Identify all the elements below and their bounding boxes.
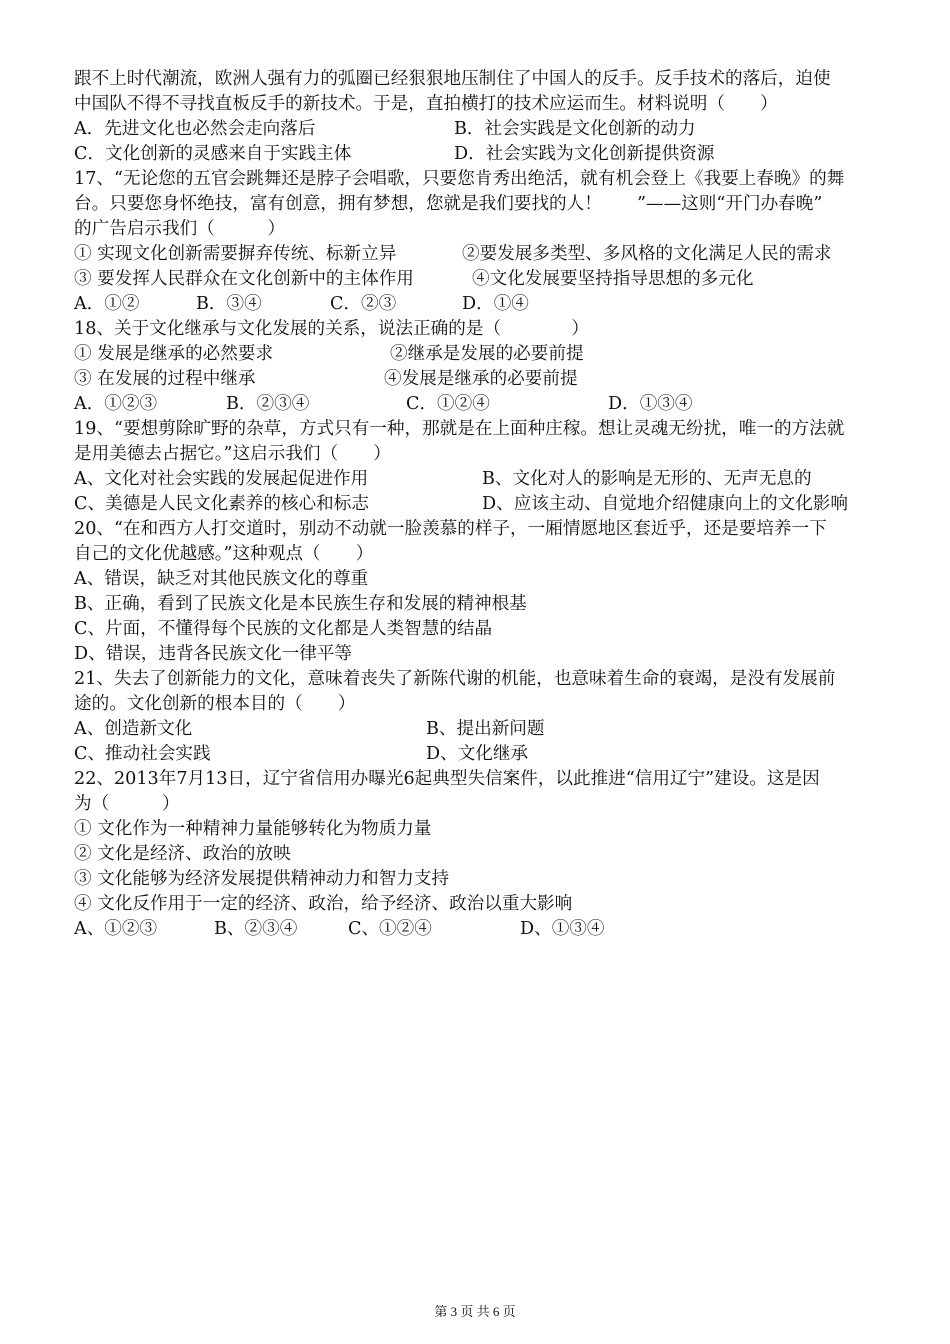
q22-stem-line: 为（ ） — [74, 794, 180, 814]
q19-option-b: B、文化对人的影响是无形的、无声无息的 — [482, 469, 812, 489]
q22-item-2: ② 文化是经济、政治的放映 — [74, 844, 291, 864]
q18-option-a: A．①②③ — [74, 394, 158, 414]
q16-text-line: 中国队不得不寻找直板反手的新技术。于是，直拍横打的技术应运而生。材料说明（ ） — [74, 94, 778, 114]
q21-stem-line: 途的。文化创新的根本目的（ ） — [74, 694, 356, 714]
q21-option-c: C、推动社会实践 — [74, 744, 211, 764]
q17-stem-line: 17、“无论您的五官会跳舞还是脖子会唱歌，只要您肯秀出绝活，就有机会登上《我要上春晚》的舞 — [74, 169, 845, 189]
q17-item-4: ④文化发展要坚持指导思想的多元化 — [472, 269, 754, 289]
q18-stem: 18、关于文化继承与文化发展的关系，说法正确的是（ ） — [74, 319, 590, 339]
q17-option-a: A．①② — [74, 294, 140, 314]
q16-option-c: C．文化创新的灵感来自于实践主体 — [74, 144, 352, 164]
q17-option-d: D．①④ — [462, 294, 529, 314]
q17-option-b: B．③④ — [196, 294, 262, 314]
q16-option-a: A．先进文化也必然会走向落后 — [74, 119, 316, 139]
q21-option-a: A、创造新文化 — [74, 719, 193, 739]
q18-item-3: ③ 在发展的过程中继承 — [74, 369, 256, 389]
q22-option-b: B、②③④ — [214, 919, 298, 939]
page-number-footer: 第 3 页 共 6 页 — [434, 1304, 516, 1319]
q17-stem-line: 的广告启示我们（ ） — [74, 219, 286, 239]
q22-item-3: ③ 文化能够为经济发展提供精神动力和智力支持 — [74, 869, 450, 889]
q17-item-1: ① 实现文化创新需要摒弃传统、标新立异 — [74, 244, 397, 264]
q18-item-4: ④发展是继承的必要前提 — [384, 369, 578, 389]
q20-option-a: A、错误，缺乏对其他民族文化的尊重 — [74, 569, 369, 589]
q20-option-d: D、错误，违背各民族文化一律平等 — [74, 644, 353, 664]
q17-stem-line: 台。只要您身怀绝技，富有创意，拥有梦想，您就是我们要找的人！ ”——这则“开门办春晚” — [74, 194, 823, 214]
q21-stem-line: 21、失去了创新能力的文化，意味着丧失了新陈代谢的机能，也意味着生命的衰竭，是没有发展前 — [74, 669, 836, 689]
q18-option-b: B．②③④ — [226, 394, 310, 414]
q17-item-2: ②要发展多类型、多风格的文化满足人民的需求 — [462, 244, 832, 264]
q16-option-d: D．社会实践为文化创新提供资源 — [454, 144, 715, 164]
q19-option-a: A、文化对社会实践的发展起促进作用 — [74, 469, 369, 489]
q20-option-b: B、正确，看到了民族文化是本民族生存和发展的精神根基 — [74, 594, 527, 614]
q19-stem-line: 是用美德去占据它。”这启示我们（ ） — [74, 444, 391, 464]
q22-item-4: ④ 文化反作用于一定的经济、政治，给予经济、政治以重大影响 — [74, 894, 573, 914]
q22-option-a: A、①②③ — [74, 919, 158, 939]
q21-option-b: B、提出新问题 — [426, 719, 545, 739]
q17-item-3: ③ 要发挥人民群众在文化创新中的主体作用 — [74, 269, 414, 289]
q22-option-c: C、①②④ — [348, 919, 432, 939]
q18-option-c: C．①②④ — [406, 394, 490, 414]
q18-item-1: ① 发展是继承的必然要求 — [74, 344, 274, 364]
q16-option-b: B．社会实践是文化创新的动力 — [454, 119, 696, 139]
q18-option-d: D．①③④ — [608, 394, 693, 414]
q22-option-d: D、①③④ — [520, 919, 605, 939]
q17-option-c: C．②③ — [330, 294, 397, 314]
q18-item-2: ②继承是发展的必要前提 — [390, 344, 584, 364]
q19-option-d: D、应该主动、自觉地介绍健康向上的文化影响 — [482, 494, 848, 514]
q21-option-d: D、文化继承 — [426, 744, 529, 764]
q20-stem-line: 自己的文化优越感。”这种观点（ ） — [74, 544, 374, 564]
q20-option-c: C、片面，不懂得每个民族的文化都是人类智慧的结晶 — [74, 619, 493, 639]
q22-stem-line: 22、2013年7月13日，辽宁省信用办曝光6起典型失信案件，以此推进“信用辽宁”建设。这是因 — [74, 769, 820, 789]
q20-stem-line: 20、“在和西方人打交道时，别动不动就一脸羡慕的样子，一厢情愿地区套近乎，还是要培养一下 — [74, 519, 827, 539]
q16-text-line: 跟不上时代潮流，欧洲人强有力的弧圈已经狠狠地压制住了中国人的反手。反手技术的落后，迫使 — [74, 69, 831, 89]
q22-item-1: ① 文化作为一种精神力量能够转化为物质力量 — [74, 819, 432, 839]
q19-stem-line: 19、“要想剪除旷野的杂草，方式只有一种，那就是在上面种庄稼。想让灵魂无纷扰，唯一的方法就 — [74, 419, 845, 439]
q19-option-c: C、美德是人民文化素养的核心和标志 — [74, 494, 369, 514]
